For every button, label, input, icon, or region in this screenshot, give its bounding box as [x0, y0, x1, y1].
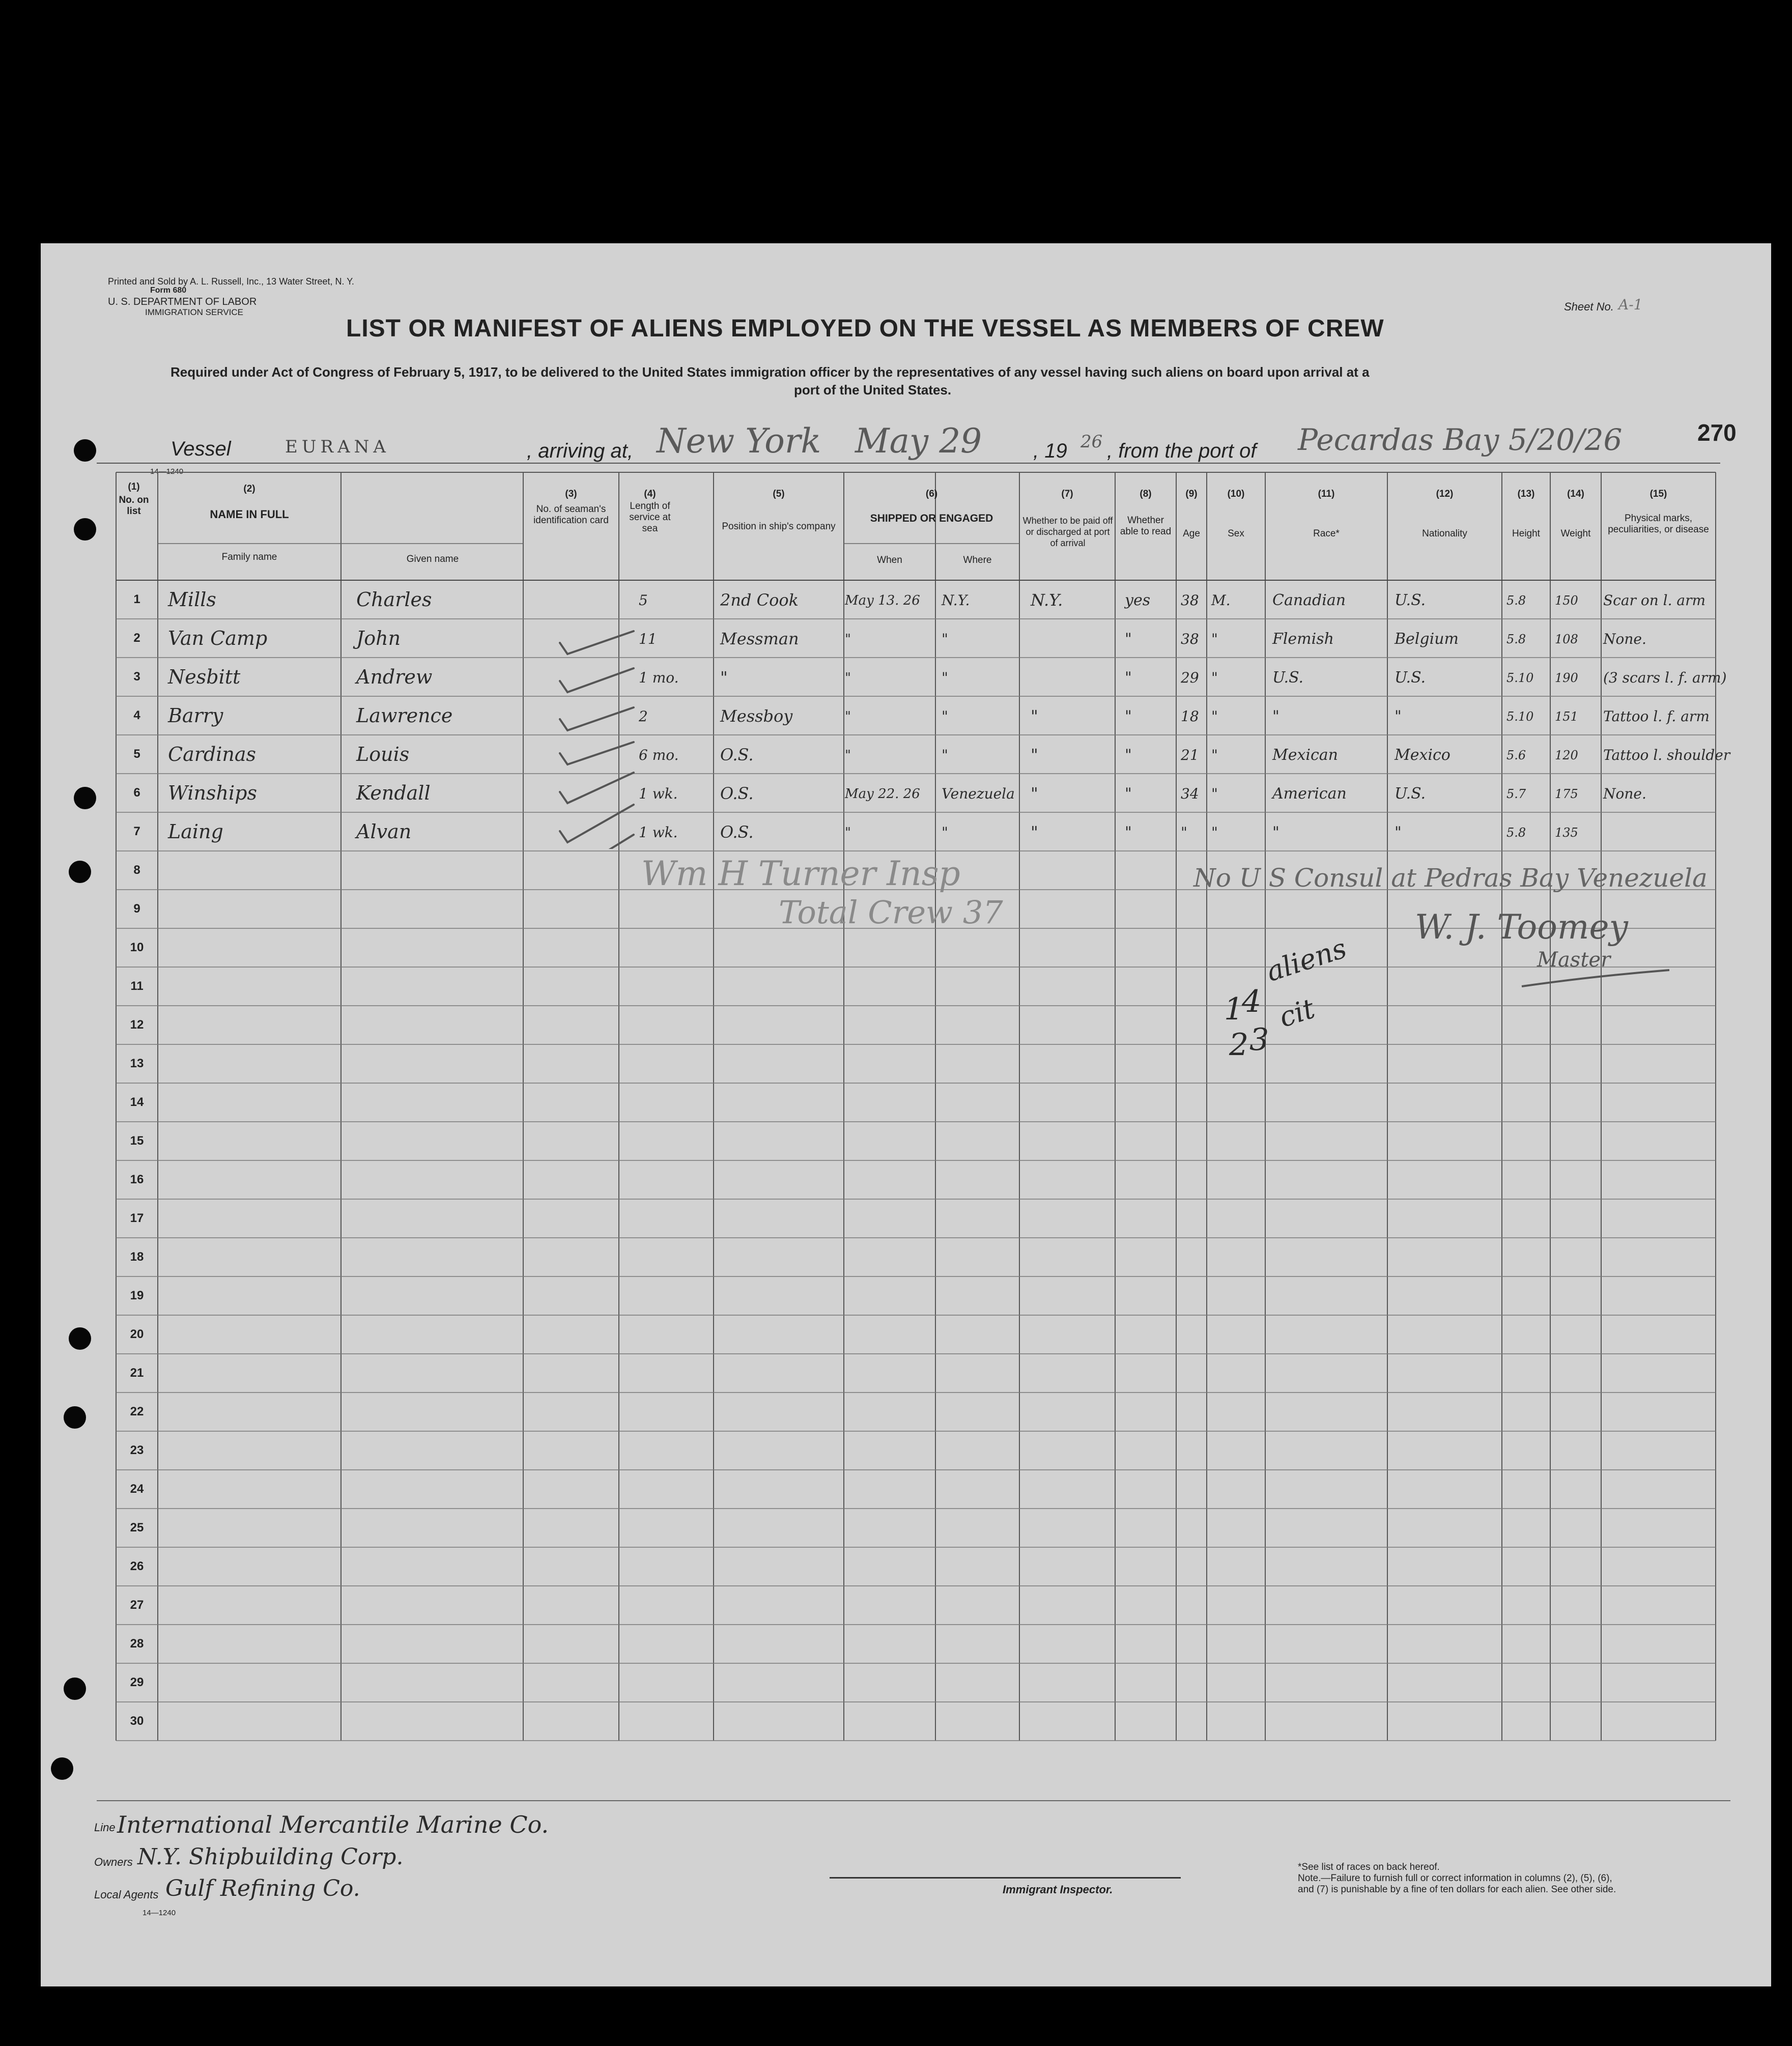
entry-nationality: Belgium: [1395, 630, 1459, 648]
row-number: 25: [130, 1521, 144, 1534]
entry-nationality: U.S.: [1395, 668, 1426, 687]
entry-service: 11: [639, 631, 657, 647]
entry-weight: 190: [1555, 671, 1578, 685]
entry-service: 6 mo.: [639, 747, 679, 763]
entry-read: ": [1125, 784, 1132, 803]
subtitle-line-2: port of the United States.: [794, 382, 952, 397]
col-13-num: (13): [1517, 489, 1535, 499]
entry-read: ": [1125, 707, 1132, 725]
service: IMMIGRATION SERVICE: [145, 307, 244, 317]
row-number: 29: [130, 1675, 144, 1689]
entry-weight: 135: [1555, 826, 1578, 840]
entry-race: ": [1272, 823, 1279, 841]
entry-when: ": [845, 747, 851, 763]
entry-service: 1 wk.: [639, 824, 678, 841]
row-number: 9: [133, 902, 140, 916]
vessel-name: EURANA: [285, 437, 390, 457]
col-10-label: Sex: [1228, 528, 1244, 539]
entry-given: Lawrence: [356, 704, 453, 727]
row-number: 21: [130, 1366, 144, 1380]
row-number: 13: [130, 1057, 144, 1070]
col-6-when: When: [877, 555, 902, 565]
master-underline: [1517, 966, 1680, 997]
entry-nationality: Mexico: [1395, 746, 1450, 764]
row-number: 20: [130, 1327, 144, 1341]
entry-marks: Tattoo l. shoulder: [1603, 747, 1730, 763]
entry-when: ": [845, 631, 851, 647]
entry-race: ": [1272, 707, 1279, 725]
entry-service: 1 mo.: [639, 669, 679, 686]
from-port: Pecardas Bay 5/20/26: [1298, 422, 1623, 457]
inspector-label: Immigrant Inspector.: [1003, 1883, 1113, 1896]
entry-height: 5.8: [1506, 826, 1526, 840]
entry-family: Laing: [168, 820, 223, 843]
row-number: 19: [130, 1289, 144, 1302]
entry-where: ": [942, 708, 948, 725]
row-number: 7: [133, 825, 140, 838]
consul-note: No U S Consul at Pedras Bay Venezuela: [1193, 863, 1708, 893]
document-title: LIST OR MANIFEST OF ALIENS EMPLOYED ON THE VESSEL AS MEMBERS OF CREW: [346, 315, 1384, 342]
row-number: 15: [130, 1134, 144, 1148]
col-9-num: (9): [1185, 489, 1198, 499]
row-number: 10: [130, 941, 144, 954]
entry-service: 2: [639, 708, 648, 725]
entry-read: yes: [1125, 591, 1151, 609]
aliens-note: aliens: [1262, 932, 1351, 988]
arriving-label: , arriving at,: [527, 440, 633, 462]
entry-weight: 120: [1555, 748, 1578, 762]
count-four: 4: [1242, 984, 1262, 1019]
count-one: 1: [1224, 991, 1244, 1027]
col-1-label: No. on list: [119, 495, 149, 517]
entry-weight: 108: [1555, 632, 1578, 646]
entry-family: Barry: [168, 704, 223, 727]
line-label: Line: [94, 1821, 116, 1834]
entry-position: Messboy: [720, 706, 793, 726]
row-number: 26: [130, 1559, 144, 1573]
entry-race: Mexican: [1272, 746, 1338, 764]
inspector-signature: Wm H Turner Insp: [641, 854, 960, 893]
entry-height: 5.6: [1506, 748, 1526, 762]
line-value: International Mercantile Marine Co.: [117, 1811, 549, 1838]
department: U. S. DEPARTMENT OF LABOR: [108, 296, 257, 307]
col-3-num: (3): [565, 489, 577, 499]
entry-sex: ": [1211, 824, 1218, 841]
entry-where: Venezuela: [942, 785, 1015, 802]
entry-nationality: U.S.: [1395, 591, 1426, 609]
entry-age: 34: [1181, 785, 1199, 802]
col-2-num: (2): [243, 484, 255, 494]
col-6-where: Where: [963, 555, 992, 565]
entry-race: American: [1272, 784, 1347, 803]
arrival-date: May 29: [855, 421, 982, 461]
row-number: 30: [130, 1714, 144, 1728]
printer-line: Printed and Sold by A. L. Russell, Inc., 13 Water Street, N. Y.: [108, 276, 354, 287]
col-5-label: Position in ship's company: [722, 521, 836, 532]
entry-nationality: U.S.: [1395, 784, 1426, 803]
owners-label: Owners: [94, 1856, 133, 1868]
entry-family: Nesbitt: [168, 665, 241, 688]
entry-height: 5.7: [1506, 787, 1526, 801]
col-3-label: No. of seaman's identification card: [533, 504, 609, 526]
sheet-number-label: Sheet No.: [1564, 300, 1614, 313]
year-prefix: , 19: [1033, 440, 1067, 462]
row-number: 22: [130, 1405, 144, 1418]
entry-where: N.Y.: [942, 592, 970, 609]
row-number: 12: [130, 1018, 144, 1032]
owners-value: N.Y. Shipbuilding Corp.: [137, 1844, 404, 1870]
row-number: 5: [133, 747, 140, 761]
entry-given: Louis: [356, 743, 410, 765]
entry-height: 5.10: [1506, 709, 1534, 724]
entry-paid: N.Y.: [1031, 590, 1063, 610]
entry-age: 29: [1181, 669, 1199, 686]
count-three: 3: [1249, 1022, 1269, 1058]
entry-position: ": [720, 668, 728, 687]
entry-when: May 13. 26: [845, 592, 920, 608]
total-crew: Total Crew 37: [779, 894, 1003, 931]
agents-label: Local Agents: [94, 1888, 159, 1901]
row-number: 18: [130, 1250, 144, 1264]
col-11-num: (11): [1318, 489, 1335, 499]
row-number: 27: [130, 1598, 144, 1612]
entry-sex: ": [1211, 708, 1218, 725]
col-8-label: Whether able to read: [1120, 515, 1172, 537]
col-12-label: Nationality: [1422, 528, 1467, 539]
form-number: Form 680: [150, 286, 187, 295]
col-12-num: (12): [1436, 489, 1454, 499]
entry-given: Andrew: [356, 665, 433, 688]
col-4-label: Length of service at sea: [629, 501, 671, 534]
entry-sex: ": [1211, 631, 1218, 647]
row-number: 11: [130, 979, 144, 993]
entry-marks: Tattoo l. f. arm: [1603, 708, 1710, 725]
entry-nationality: ": [1395, 707, 1402, 725]
row-number: 23: [130, 1443, 144, 1457]
row-number: 24: [130, 1482, 144, 1496]
row-number: 28: [130, 1637, 144, 1651]
col-11-label: Race*: [1313, 528, 1340, 539]
entry-age: 38: [1181, 592, 1199, 609]
entry-read: ": [1125, 823, 1132, 841]
year-value: 26: [1080, 432, 1103, 452]
entry-marks: Scar on l. arm: [1603, 592, 1706, 609]
entry-when: ": [845, 670, 851, 686]
entry-family: Winships: [168, 781, 257, 804]
entry-race: Canadian: [1272, 591, 1346, 609]
row-number: 8: [133, 863, 140, 877]
col-14-label: Weight: [1560, 528, 1591, 539]
entry-paid: ": [1031, 745, 1038, 764]
entry-given: Alvan: [356, 820, 412, 843]
entry-weight: 151: [1555, 709, 1578, 724]
entry-given: John: [356, 627, 401, 649]
arriving-port: New York: [657, 421, 821, 461]
manifest-sheet: [41, 243, 1771, 1986]
entry-when: ": [845, 825, 851, 840]
row-number: 4: [133, 708, 140, 722]
entry-when: ": [845, 708, 851, 724]
entry-where: ": [942, 669, 948, 686]
entry-position: O.S.: [720, 784, 754, 803]
entry-sex: M.: [1211, 592, 1231, 609]
row-number: 6: [133, 786, 140, 800]
col-7-num: (7): [1061, 489, 1073, 499]
row-number: 14: [130, 1095, 144, 1109]
manifest-grid: [41, 243, 1771, 1986]
entry-age: 21: [1181, 747, 1199, 763]
entry-sex: ": [1211, 785, 1218, 802]
fine-note-1: Note.—Failure to furnish full or correct information in columns (2), (5), (6),: [1298, 1873, 1612, 1884]
entry-where: ": [942, 631, 948, 647]
entry-position: 2nd Cook: [720, 590, 799, 610]
entry-service: 5: [639, 592, 648, 609]
entry-where: ": [942, 747, 948, 763]
entry-given: Kendall: [356, 781, 431, 804]
count-two: 2: [1229, 1027, 1249, 1063]
entry-age: 18: [1181, 708, 1199, 725]
races-note: *See list of races on back hereof.: [1298, 1862, 1440, 1872]
entry-nationality: ": [1395, 823, 1402, 841]
agents-value: Gulf Refining Co.: [165, 1876, 360, 1901]
entry-read: ": [1125, 630, 1132, 648]
entry-sex: ": [1211, 669, 1218, 686]
entry-paid: ": [1031, 784, 1038, 803]
entry-where: ": [942, 824, 948, 841]
entry-family: Cardinas: [168, 743, 257, 765]
row-number: 16: [130, 1173, 144, 1186]
col-15-num: (15): [1649, 489, 1667, 499]
row-number: 1: [133, 592, 140, 606]
entry-when: May 22. 26: [845, 786, 920, 802]
col-14-num: (14): [1567, 489, 1584, 499]
col-2-family: Family name: [221, 552, 277, 562]
entry-read: ": [1125, 746, 1132, 764]
entry-height: 5.8: [1506, 593, 1526, 608]
entry-marks: None.: [1603, 631, 1646, 647]
col-6-label: SHIPPED OR ENGAGED: [870, 513, 993, 524]
entry-given: Charles: [356, 588, 432, 611]
entry-position: O.S.: [720, 822, 754, 842]
entry-family: Mills: [168, 588, 216, 611]
col-2-given: Given name: [406, 554, 459, 564]
from-port-label: , from the port of: [1107, 440, 1257, 462]
entry-read: ": [1125, 668, 1132, 687]
entry-race: Flemish: [1272, 630, 1334, 648]
stamp-number: 270: [1697, 419, 1737, 446]
form-code-bottom: 14—1240: [143, 1909, 176, 1917]
entry-paid: ": [1031, 822, 1038, 842]
inspector-signature-line: [830, 1877, 1181, 1879]
identification-checkmarks: [519, 564, 641, 849]
col-5-num: (5): [773, 489, 785, 499]
master-title: Master: [1537, 948, 1611, 972]
fine-note-2: and (7) is punishable by a fine of ten dollars for each alien. See other side.: [1298, 1884, 1616, 1895]
entry-weight: 175: [1555, 787, 1578, 801]
entry-height: 5.8: [1506, 632, 1526, 646]
master-signature: W. J. Toomey: [1415, 907, 1628, 947]
row-number: 3: [133, 670, 140, 684]
entry-age: 38: [1181, 631, 1199, 647]
entry-marks: (3 scars l. f. arm): [1603, 669, 1727, 686]
entry-family: Van Camp: [168, 627, 268, 649]
entry-weight: 150: [1555, 593, 1578, 608]
entry-position: Messman: [720, 629, 799, 648]
subtitle-line-1: Required under Act of Congress of February 5, 1917, to be delivered to the United States immigration officer by the representatives of any vessel having such aliens on board upon arrival at a: [170, 364, 1370, 380]
col-1-num: (1): [128, 481, 140, 492]
entry-height: 5.10: [1506, 671, 1534, 685]
entry-paid: ": [1031, 706, 1038, 726]
entry-race: U.S.: [1272, 668, 1304, 687]
col-2-label: NAME IN FULL: [210, 508, 289, 521]
citizens-note: cit: [1275, 992, 1319, 1034]
entry-service: 1 wk.: [639, 785, 678, 802]
vessel-label: Vessel: [170, 438, 231, 460]
col-10-num: (10): [1227, 489, 1245, 499]
entry-age: ": [1181, 824, 1187, 841]
entry-marks: None.: [1603, 785, 1646, 802]
col-13-label: Height: [1512, 528, 1540, 539]
form-code-top: 14—1240: [150, 467, 184, 476]
entry-sex: ": [1211, 747, 1218, 763]
sheet-number-value: A-1: [1618, 296, 1643, 313]
col-9-label: Age: [1183, 528, 1200, 539]
col-15-label: Physical marks, peculiarities, or disease: [1608, 513, 1709, 535]
col-8-num: (8): [1140, 489, 1152, 499]
col-4-num: (4): [644, 489, 656, 499]
entry-position: O.S.: [720, 745, 754, 764]
col-6-num: (6): [925, 489, 938, 499]
row-number: 2: [133, 631, 140, 645]
col-7-label: Whether to be paid off or discharged at port of arrival: [1022, 516, 1113, 548]
row-number: 17: [130, 1211, 144, 1225]
